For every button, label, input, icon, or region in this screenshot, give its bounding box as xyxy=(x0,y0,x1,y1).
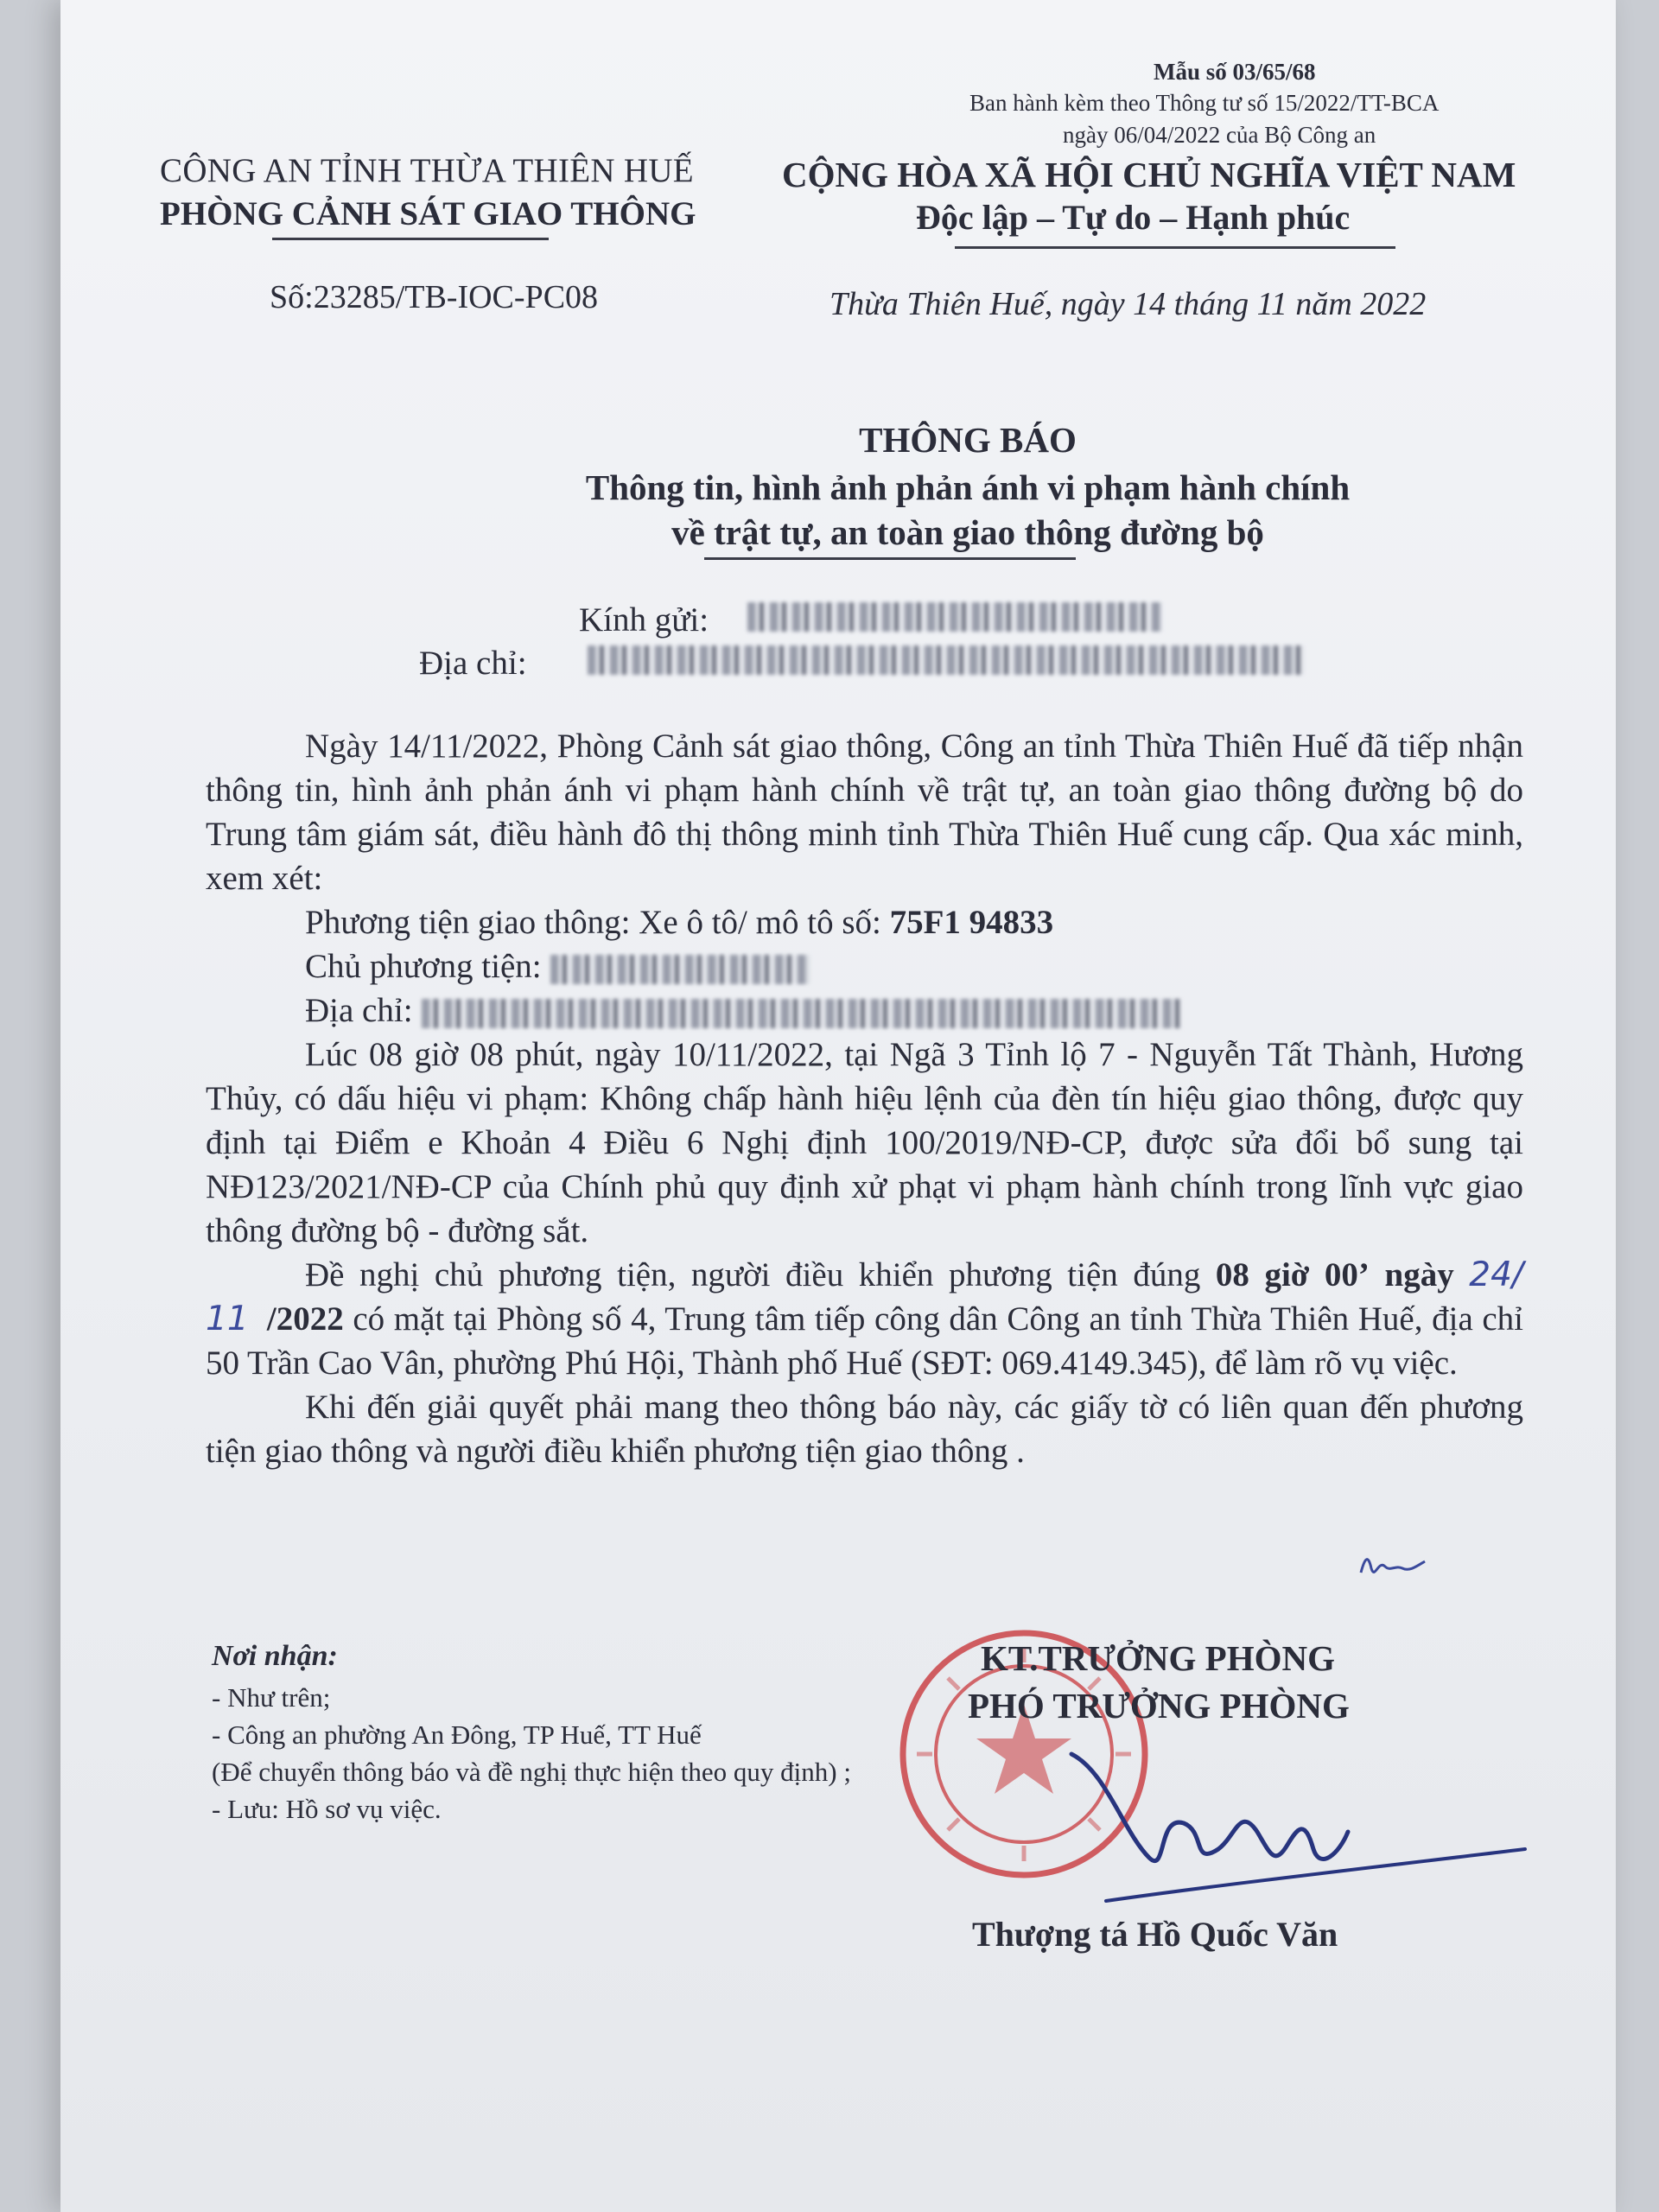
recipient-address-redacted xyxy=(588,645,1305,675)
document-page xyxy=(60,0,1616,2212)
owner-line xyxy=(206,944,1523,988)
summons-rest: có mặt tại Phòng số 4, Trung tâm tiếp công dân Công an tỉnh Thừa Thiên Huế, địa chỉ 50 Trần Cao Vân, phường Phú Hội, Thành phố Huế (SĐT: 069.4149.345), để làm rõ vụ việc. xyxy=(206,1300,1524,1382)
owner-address-redacted xyxy=(422,999,1182,1028)
owner-address-line xyxy=(206,988,1523,1033)
form-number: Mẫu số 03/65/68 xyxy=(1154,59,1316,85)
recipients-title: Nơi nhận: xyxy=(212,1640,338,1672)
vehicle-label: Phương tiện giao thông: Xe ô tô/ mô tô số: xyxy=(305,904,881,941)
recipient-redacted xyxy=(747,602,1162,632)
vehicle-line xyxy=(206,900,1523,944)
vehicle-plate: 75F1 94833 xyxy=(889,904,1054,941)
owner-redacted xyxy=(550,955,810,984)
motto-underline xyxy=(955,246,1395,249)
paragraph-violation: Lúc 08 giờ 08 phút, ngày 10/11/2022, tại Ngã 3 Tỉnh lộ 7 - Nguyễn Tất Thành, Hương Thủy, có dấu hiệu vi phạm: Không chấp hành hiệu lệnh của đèn tín hiệu giao thông, được quy định tại Điểm e Khoản 4 Điều 6 Nghị định 100/2019/NĐ-CP, được sửa đổi bổ sung tại NĐ123/2021/NĐ-CP của Chính phủ quy định xử phạt vi phạm hành chính trong lĩnh vực giao thông đường bộ - đường sắt. xyxy=(206,1036,1523,1249)
paragraph-intro: Ngày 14/11/2022, Phòng Cảnh sát giao thông, Công an tỉnh Thừa Thiên Huế đã tiếp nhận thông tin, hình ảnh phản ánh vi phạm hành chính về trật tự, an toàn giao thông đường bộ do Trung tâm giám sát, điều hành đô thị thông minh tỉnh Thừa Thiên Huế cung cấp. Qua xác minh, xem xét: xyxy=(206,728,1523,897)
recipients-list xyxy=(212,1679,868,1827)
summons-day-label: ngày xyxy=(1384,1256,1454,1294)
recipient-item: - Như trên; xyxy=(212,1682,331,1713)
document-title: THÔNG BÁO xyxy=(859,420,1077,460)
summons-year: /2022 xyxy=(266,1300,344,1338)
form-issued-with: Ban hành kèm theo Thông tư số 15/2022/TT-BCA xyxy=(969,90,1440,116)
recipient-item: (Để chuyển thông báo và đề nghị thực hiện theo quy định) ; xyxy=(212,1757,851,1787)
national-motto: Độc lập – Tự do – Hạnh phúc xyxy=(916,198,1351,237)
place-date: Thừa Thiên Huế, ngày 14 tháng 11 năm 2022 xyxy=(830,286,1427,322)
paragraph-summons xyxy=(206,1253,1523,1385)
paragraph-requirements: Khi đến giải quyết phải mang theo thông báo này, các giấy tờ có liên quan đến phương tiện giao thông và người điều khiển phương tiện giao thông . xyxy=(206,1389,1523,1470)
handwritten-signature xyxy=(1054,1737,1538,1910)
form-issued-date: ngày 06/04/2022 của Bộ Công an xyxy=(1063,122,1376,148)
summons-handwritten-date: 24/ 11 xyxy=(206,1255,1524,1338)
department-name: PHÒNG CẢNH SÁT GIAO THÔNG xyxy=(160,195,696,232)
subtitle-underline xyxy=(704,557,1076,560)
recipient-address-label: Địa chỉ: xyxy=(419,645,527,682)
recipient-item: - Công an phường An Đông, TP Huế, TT Huế xyxy=(212,1719,702,1750)
document-subtitle-line2: về trật tự, an toàn giao thông đường bộ xyxy=(671,512,1264,552)
summons-time: 08 giờ 00’ xyxy=(1215,1256,1370,1294)
signer-name: Thượng tá Hồ Quốc Văn xyxy=(972,1915,1338,1954)
initial-mark xyxy=(1352,1542,1430,1590)
agency-name: CÔNG AN TỈNH THỪA THIÊN HUẾ xyxy=(160,152,694,189)
owner-label: Chủ phương tiện: xyxy=(305,948,542,985)
document-body xyxy=(206,724,1523,1473)
recipient-label: Kính gửi: xyxy=(579,601,709,639)
summons-start: Đề nghị chủ phương tiện, người điều khiển phương tiện đúng xyxy=(305,1256,1201,1294)
signature-title-line1: KT.TRƯỞNG PHÒNG xyxy=(981,1638,1335,1678)
document-number: Số:23285/TB-IOC-PC08 xyxy=(270,279,599,315)
owner-address-label: Địa chỉ: xyxy=(305,992,413,1029)
department-underline xyxy=(272,238,549,240)
republic-name: CỘNG HÒA XÃ HỘI CHỦ NGHĨA VIỆT NAM xyxy=(782,155,1516,194)
signature-title-line2: PHÓ TRƯỞNG PHÒNG xyxy=(968,1686,1350,1726)
document-subtitle-line1: Thông tin, hình ảnh phản ánh vi phạm hành chính xyxy=(585,467,1351,507)
recipient-item: - Lưu: Hồ sơ vụ việc. xyxy=(212,1794,442,1824)
